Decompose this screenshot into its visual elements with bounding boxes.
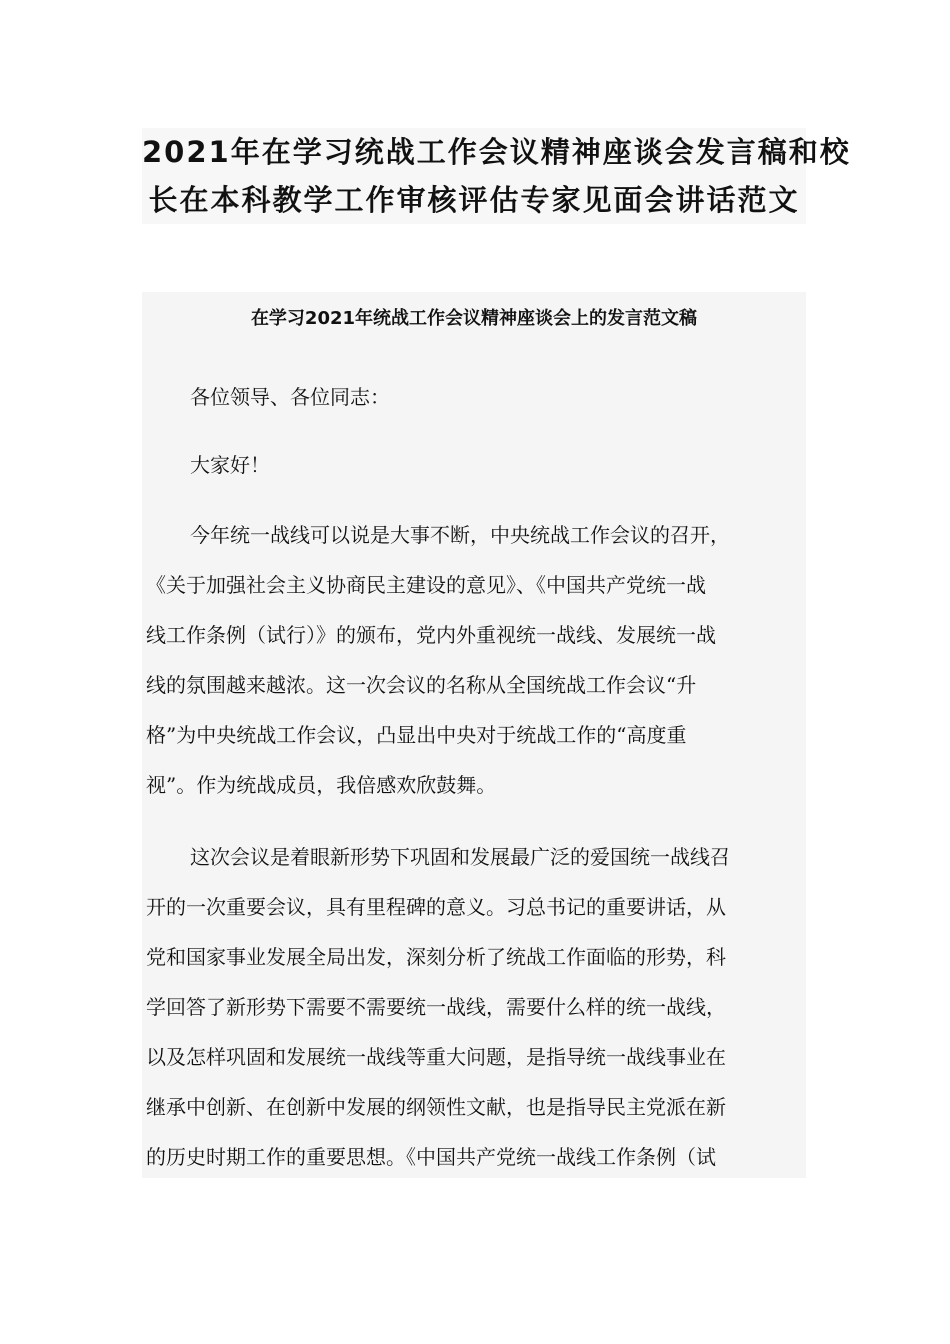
paragraph-line: 开的一次重要会议，具有里程碑的意义。习总书记的重要讲话，从	[146, 895, 726, 919]
paragraph-line: 的历史时期工作的重要思想。《中国共产党统一战线工作条例（试	[146, 1145, 716, 1169]
paragraph-line: 线工作条例（试行）》的颁布，党内外重视统一战线、发展统一战	[146, 623, 716, 647]
document-title	[142, 128, 851, 224]
greeting: 大家好！	[190, 453, 270, 477]
paragraph-line: 学回答了新形势下需要不需要统一战线，需要什么样的统一战线，	[146, 995, 726, 1019]
paragraph-line: 这次会议是着眼新形势下巩固和发展最广泛的爱国统一战线召	[190, 845, 730, 869]
section-heading: 在学习2021年统战工作会议精神座谈会上的发言范文稿	[250, 308, 698, 329]
paragraph-line: 格”为中央统战工作会议，凸显出中央对于统战工作的“高度重	[146, 723, 687, 747]
paragraph-line: 以及怎样巩固和发展统一战线等重大问题，是指导统一战线事业在	[146, 1045, 726, 1069]
paragraph-line: 视”。作为统战成员，我倍感欢欣鼓舞。	[146, 773, 497, 797]
paragraph-line: 继承中创新、在创新中发展的纲领性文献，也是指导民主党派在新	[146, 1095, 726, 1119]
paragraph-line: 线的氛围越来越浓。这一次会议的名称从全国统战工作会议“升	[146, 673, 697, 697]
title-line-1: 2021年在学习统战工作会议精神座谈会发言稿和校	[142, 135, 851, 169]
salutation: 各位领导、各位同志：	[190, 385, 390, 409]
paragraph-line: 党和国家事业发展全局出发，深刻分析了统战工作面临的形势，科	[146, 945, 726, 969]
document-body	[142, 292, 806, 1178]
paragraph-line: 今年统一战线可以说是大事不断，中央统战工作会议的召开，	[190, 523, 730, 547]
title-line-2: 长在本科教学工作审核评估专家见面会讲话范文	[148, 183, 800, 217]
paragraph-line: 《关于加强社会主义协商民主建设的意见》、《中国共产党统一战	[146, 573, 706, 597]
